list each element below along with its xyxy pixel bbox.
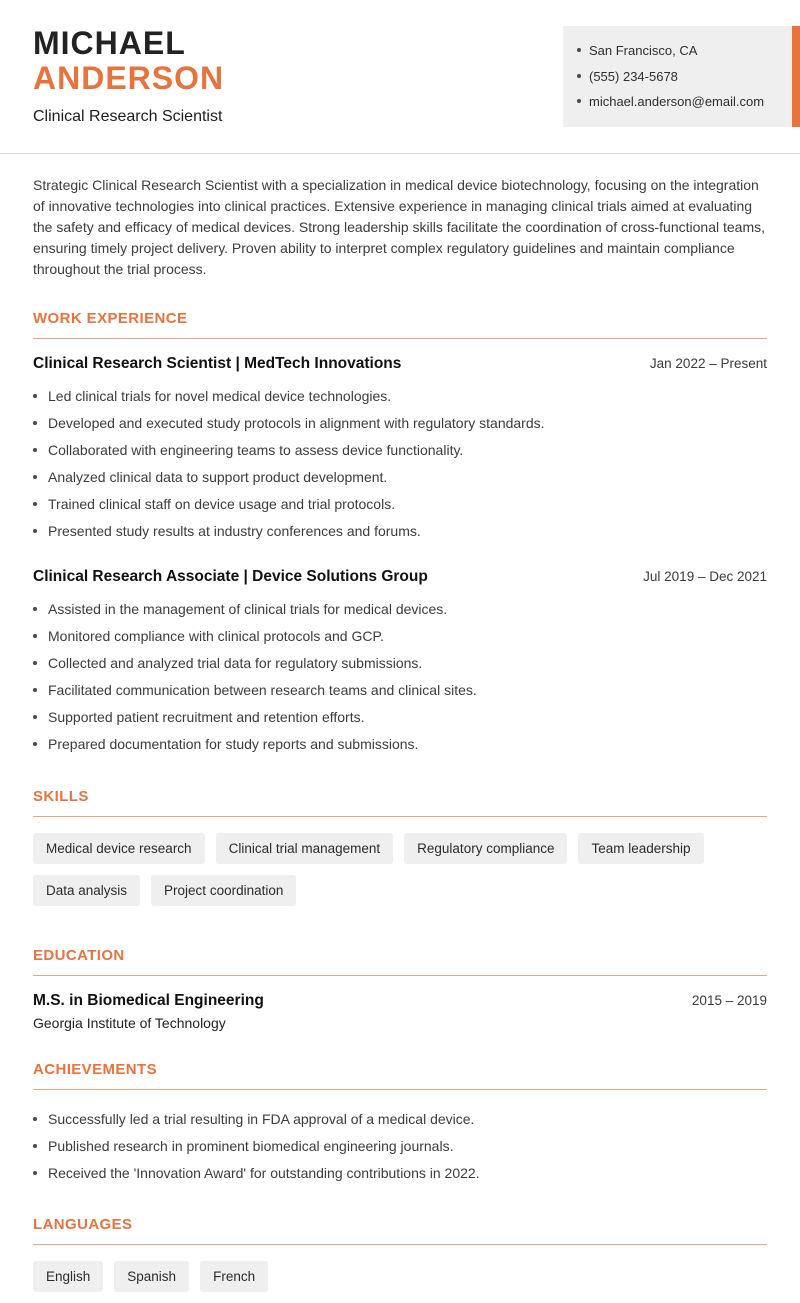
skill-tag: Data analysis (33, 875, 140, 906)
bullet-dot (33, 1144, 37, 1148)
bullet-dot (33, 715, 37, 719)
profession-title: Clinical Research Scientist (33, 108, 223, 126)
bullet-item (33, 623, 767, 650)
bullet-item (33, 1133, 767, 1160)
first-name: MICHAEL (33, 25, 186, 61)
header-divider (0, 153, 800, 154)
bullet-item (33, 1106, 767, 1133)
bullet-text: Assisted in the management of clinical trials for medical devices. (48, 601, 448, 618)
languages-tag-list (33, 1261, 767, 1303)
bullet-item (33, 596, 767, 623)
contact-phone-text: (555) 234-5678 (589, 68, 678, 84)
bullet-item (33, 731, 767, 758)
education-entry-header (33, 992, 767, 1010)
skill-tag: Regulatory compliance (404, 833, 567, 864)
bullet-item (33, 464, 767, 491)
skill-tag: Team leadership (578, 833, 703, 864)
bullet-dot (577, 48, 581, 52)
contact-email (577, 89, 780, 115)
contact-location (577, 38, 780, 64)
bullet-text: Trained clinical staff on device usage and trial protocols. (48, 495, 396, 512)
bullet-text: Facilitated communication between research teams and clinical sites. (48, 682, 477, 699)
bullet-dot (33, 421, 37, 425)
bullet-item (33, 491, 767, 518)
language-tag: French (200, 1261, 268, 1292)
job-entry-header (33, 568, 767, 586)
bullet-dot (577, 74, 581, 78)
achievements-heading: ACHIEVEMENTS (33, 1061, 767, 1090)
work-experience-heading: WORK EXPERIENCE (33, 310, 767, 339)
language-tag: English (33, 1261, 103, 1292)
skill-tag: Medical device research (33, 833, 205, 864)
skills-heading: SKILLS (33, 788, 767, 817)
bullet-dot (33, 475, 37, 479)
bullet-text: Monitored compliance with clinical protocols and GCP. (48, 628, 384, 645)
bullet-item (33, 383, 767, 410)
job-dates: Jan 2022 – Present (649, 356, 767, 372)
skill-tag: Project coordination (151, 875, 296, 906)
bullet-dot (33, 688, 37, 692)
bullet-dot (33, 1117, 37, 1121)
bullet-dot (33, 448, 37, 452)
achievements-bullet-list (33, 1106, 767, 1187)
work-experience-body (33, 355, 767, 758)
job-bullet-list (33, 596, 767, 757)
bullet-text: Supported patient recruitment and retention efforts. (48, 709, 365, 725)
bullet-dot (33, 502, 37, 506)
bullet-dot (33, 529, 37, 533)
contact-location-text: San Francisco, CA (589, 43, 698, 58)
bullet-text: Collaborated with engineering teams to assess device functionality. (48, 441, 464, 458)
bullet-text: Led clinical trials for novel medical device technologies. (48, 388, 392, 405)
degree-title: M.S. in Biomedical Engineering (33, 991, 264, 1009)
bullet-item (33, 410, 767, 437)
languages-heading: LANGUAGES (33, 1216, 767, 1245)
job-title: Clinical Research Associate | Device Solutions Group (33, 568, 428, 586)
contact-phone (577, 64, 780, 90)
summary-paragraph: Strategic Clinical Research Scientist with a specialization in medical device biotechnology, focusing on the integration of innovative technologies into clinical practices. Extensive experience in managing clinical trials aimed at evaluating the safety and efficacy of medical devices. Strong leadership skills facilitate the coordination of cross-functional teams, ensuring timely project delivery. Proven ability to interpret complex regulatory guidelines and maintain compliance throughout the trial process. (33, 177, 766, 278)
language-tag: Spanish (114, 1261, 189, 1292)
job-entry-2 (33, 568, 767, 757)
bullet-text: Developed and executed study protocols in alignment with regulatory standards. (48, 414, 545, 431)
bullet-dot (577, 99, 581, 103)
contact-email-text: michael.anderson@email.com (589, 94, 765, 110)
bullet-dot (33, 607, 37, 611)
bullet-dot (33, 661, 37, 665)
skills-tag-list (33, 833, 767, 917)
job-bullet-list (33, 383, 767, 544)
section-languages (33, 1216, 767, 1303)
bullet-item (33, 437, 767, 464)
bullet-item (33, 1160, 767, 1187)
last-name: ANDERSON (33, 59, 225, 96)
bullet-text: Analyzed clinical data to support product development. (48, 468, 388, 485)
contact-box (563, 26, 800, 127)
job-dates: Jul 2019 – Dec 2021 (643, 569, 767, 585)
school-name: Georgia Institute of Technology (33, 1014, 226, 1031)
header (0, 0, 800, 126)
job-title: Clinical Research Scientist | MedTech Innovations (33, 355, 402, 373)
bullet-dot (33, 742, 37, 746)
bullet-item (33, 650, 767, 677)
bullet-text: Prepared documentation for study reports and submissions. (48, 735, 419, 752)
bullet-dot (33, 634, 37, 638)
bullet-dot (33, 394, 37, 398)
bullet-text: Received the 'Innovation Award' for outstanding contributions in 2022. (48, 1164, 480, 1181)
job-entry-header (33, 355, 767, 373)
education-heading: EDUCATION (33, 947, 767, 976)
section-skills (33, 788, 767, 917)
bullet-text: Successfully led a trial resulting in FDA approval of a medical device. (48, 1110, 475, 1127)
bullet-item (33, 518, 767, 545)
bullet-item (33, 677, 767, 704)
bullet-item (33, 704, 767, 731)
education-dates: 2015 – 2019 (691, 992, 767, 1008)
bullet-text: Collected and analyzed trial data for regulatory submissions. (48, 655, 423, 672)
achievements-body (33, 1106, 767, 1187)
section-achievements (33, 1061, 767, 1187)
education-body (33, 992, 767, 1031)
job-entry-1 (33, 355, 767, 544)
bullet-text: Presented study results at industry conferences and forums. (48, 522, 421, 539)
bullet-dot (33, 1171, 37, 1175)
section-education (33, 947, 767, 1031)
bullet-text: Published research in prominent biomedical engineering journals. (48, 1137, 454, 1154)
section-work-experience (33, 310, 767, 758)
skill-tag: Clinical trial management (216, 833, 394, 864)
